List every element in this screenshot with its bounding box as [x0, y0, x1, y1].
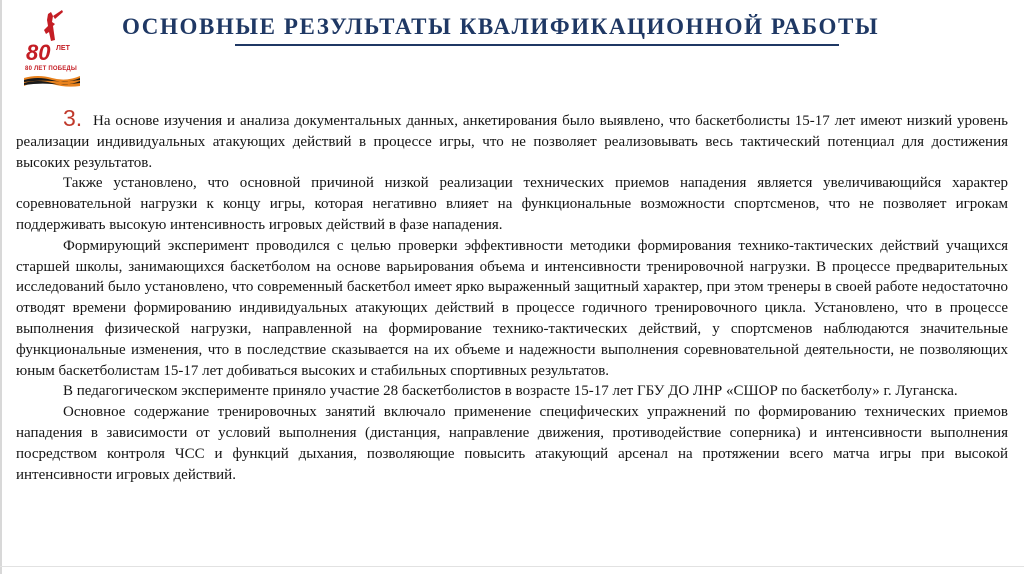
- item-number: 3.: [63, 105, 83, 131]
- paragraph-4: В педагогическом эксперименте приняло участие 28 баскетболистов в возрасте 15-17 лет ГБУ ДО ЛНР «СШОР по баскетболу» г. Луганска.: [63, 383, 958, 400]
- paragraph-3: Формирующий эксперимент проводился с целью проверки эффективности методики формирования технико-тактических действий учащихся старшей школы, занимающихся баскетболом на основе варьирования объема и интенсивности тренировочной нагрузки. В процессе предварительных исследований было установлено, что современный баскетбол имеет ярко выраженный защитный характер, при этом тренеры в своей работе недостаточно отводят времени формированию индивидуальных атакующих действий в процессе годичного тренировочного цикла. Установлено, что в процессе выполнения физической нагрузки, направленной на формирование технико-тактических действий, у спортсменов наблюдаются значительные функциональные изменения, что в последствие сказывается на их объеме и надежности выполнения соревновательной деятельности, не позволяющих юным баскетболистам 15-17 лет добиваться высоких и стабильных спортивных результатов.: [16, 237, 1008, 379]
- page-title: ОСНОВНЫЕ РЕЗУЛЬТАТЫ КВАЛИФИКАЦИОННОЙ РАБОТЫ: [122, 14, 880, 39]
- paragraph-1: [16, 105, 1008, 173]
- paragraph-1-text: На основе изучения и анализа документальных данных, анкетирования было выявлено, что баскетболисты 15-17 лет имеют низкий уровень реализации индивидуальных атакующих действий в процессе игры, что не позволяет реализовывать весь тактический потенциал для достижения высоких результатов.: [16, 113, 1008, 171]
- svg-text:ЛЕТ: ЛЕТ: [56, 45, 70, 52]
- title-underline: [235, 44, 839, 46]
- results-text: [16, 105, 1008, 485]
- victory-80-logo: [22, 10, 80, 90]
- slide-bottom-border: [0, 566, 1024, 567]
- slide-left-border: [0, 0, 2, 574]
- paragraph-5: Основное содержание тренировочных занятий включало применение специфических упражнений по формированию технических приемов нападения в зависимости от условий выполнения (дистанция, направление движения, противодействие соперника) и интенсивности выполнения посредством контроля ЧСС и функций дыхания, позволяющие повысить атакующий арсенал на протяжении всего матча игры при высокой интенсивности игровых действий.: [16, 404, 1008, 483]
- svg-text:80: 80: [26, 40, 51, 65]
- victory-monument-icon: [22, 10, 80, 90]
- paragraph-2: Также установлено, что основной причиной низкой реализации технических приемов нападения является увеличивающийся характер соревновательной нагрузки к концу игры, которая негативно влияет на функциональные возможности спортсменов, что не позволяет игрокам поддерживать высокую интенсивность игровых действий в фазе нападения.: [16, 175, 1008, 233]
- logo-label: 80 ЛЕТ ПОБЕДЫ: [25, 66, 77, 72]
